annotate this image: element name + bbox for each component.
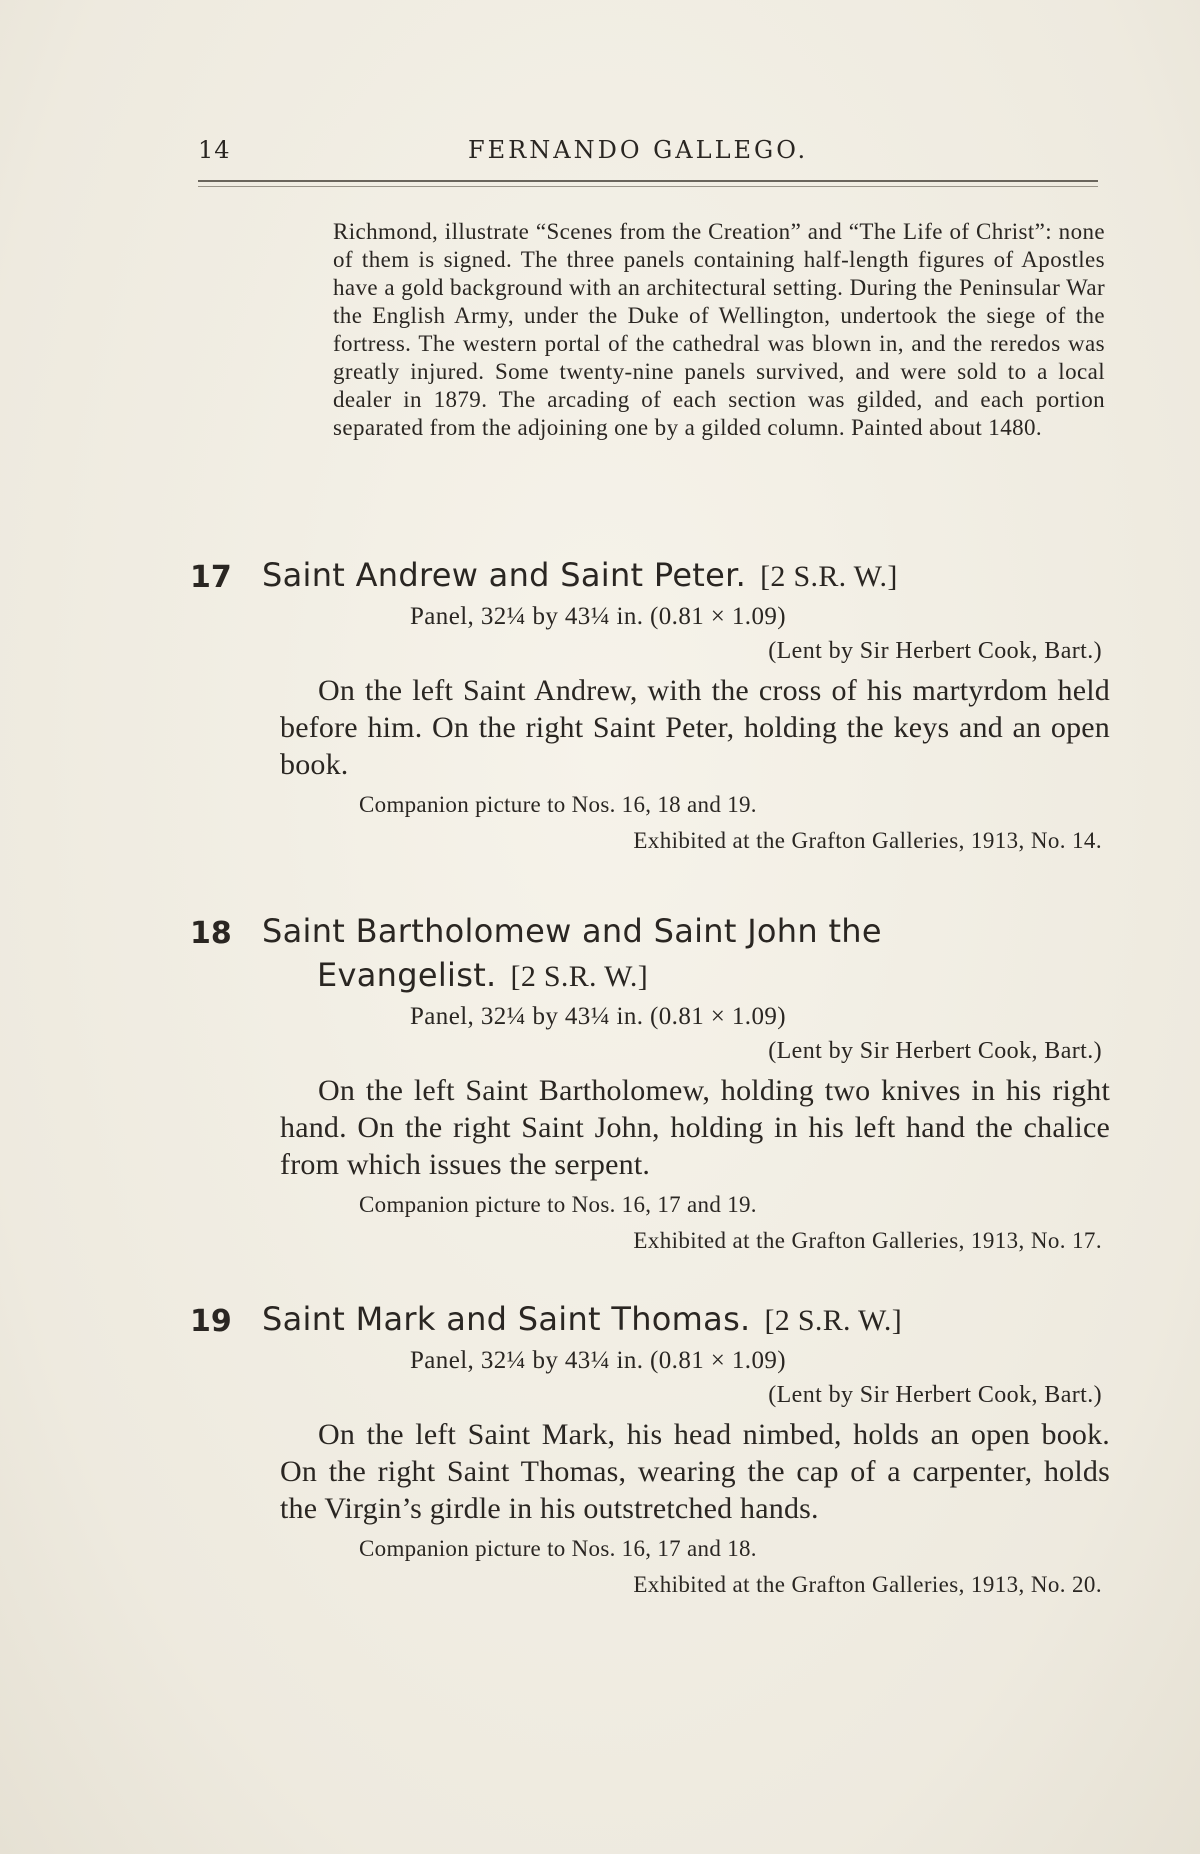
page-number: 14	[198, 136, 231, 164]
entry-medium: Panel, 32¼ by 43¼ in. (0.81 × 1.09)	[410, 1347, 786, 1374]
entry-number: 17	[190, 560, 232, 595]
header-rule	[198, 180, 1098, 182]
entry-lender: (Lent by Sir Herbert Cook, Bart.)	[768, 1382, 1102, 1408]
entry-lender: (Lent by Sir Herbert Cook, Bart.)	[768, 1038, 1102, 1064]
entry-title: Saint Bartholomew and Saint John the	[262, 912, 882, 950]
entry-number: 19	[190, 1304, 232, 1339]
entry-companion-note: Companion picture to Nos. 16, 18 and 19.	[359, 792, 757, 817]
entry-description: On the left Saint Bartholomew, holding two knives in his right hand. On the right Saint John, holding in his left hand the chalice from which issues the serpent.	[280, 1074, 1110, 1181]
catalogue-entry-17	[190, 556, 1110, 859]
entry-reference: [2 S.R. W.]	[510, 960, 649, 993]
page-header	[198, 136, 1098, 176]
header-rule-thin	[198, 186, 1098, 187]
entry-companion-note: Companion picture to Nos. 16, 17 and 19.	[359, 1192, 757, 1217]
entry-medium: Panel, 32¼ by 43¼ in. (0.81 × 1.09)	[410, 603, 786, 630]
entry-heading	[190, 1300, 1110, 1344]
entry-exhibition-note: Exhibited at the Grafton Galleries, 1913, No. 14.	[633, 828, 1102, 853]
catalogue-entry-18	[190, 912, 1110, 1259]
running-title: FERNANDO GALLEGO.	[468, 136, 809, 164]
entry-companion-note: Companion picture to Nos. 16, 17 and 18.	[359, 1536, 757, 1561]
entry-title-text: Saint Mark and Saint Thomas.	[262, 1300, 751, 1338]
entry-exhibition-note: Exhibited at the Grafton Galleries, 1913, No. 17.	[633, 1228, 1102, 1253]
entry-heading	[190, 912, 1110, 1000]
entry-description: On the left Saint Andrew, with the cross of his martyrdom held before him. On the right Saint Peter, holding the keys and an open book.	[280, 674, 1110, 781]
intro-paragraph: Richmond, illustrate “Scenes from the Creation” and “The Life of Christ”: none of them is signed. The three panels containing half-length figures of Apostles have a gold background with an architectural setting. During the Peninsular War the English Army, under the Duke of Wellington, undertook the siege of the fortress. The western portal of the cathedral was blown in, and the reredos was greatly injured. Some twenty-nine panels survived, and were sold to a local dealer in 1879. The arcading of each section was gilded, and each portion separated from the adjoining one by a gilded column. Painted about 1480.	[333, 219, 1105, 440]
entry-number: 18	[190, 916, 232, 951]
entry-lender: (Lent by Sir Herbert Cook, Bart.)	[768, 638, 1102, 664]
entry-title-text: Saint Andrew and Saint Peter.	[262, 556, 747, 594]
entry-exhibition-note: Exhibited at the Grafton Galleries, 1913, No. 20.	[633, 1572, 1102, 1597]
entry-title	[262, 1300, 902, 1338]
entry-title	[262, 556, 898, 594]
entry-description: On the left Saint Mark, his head nimbed, holds an open book. On the right Saint Thomas, wearing the cap of a carpenter, holds the Virgin’s girdle in his outstretched hands.	[280, 1418, 1110, 1525]
entry-heading	[190, 556, 1110, 600]
entry-reference: [2 S.R. W.]	[764, 1304, 903, 1337]
entry-reference: [2 S.R. W.]	[760, 560, 898, 593]
entry-medium: Panel, 32¼ by 43¼ in. (0.81 × 1.09)	[410, 1003, 786, 1030]
catalogue-entry-19	[190, 1300, 1110, 1603]
entry-title-cont-text: Evangelist.	[317, 956, 497, 994]
entry-title-continued	[317, 956, 648, 994]
